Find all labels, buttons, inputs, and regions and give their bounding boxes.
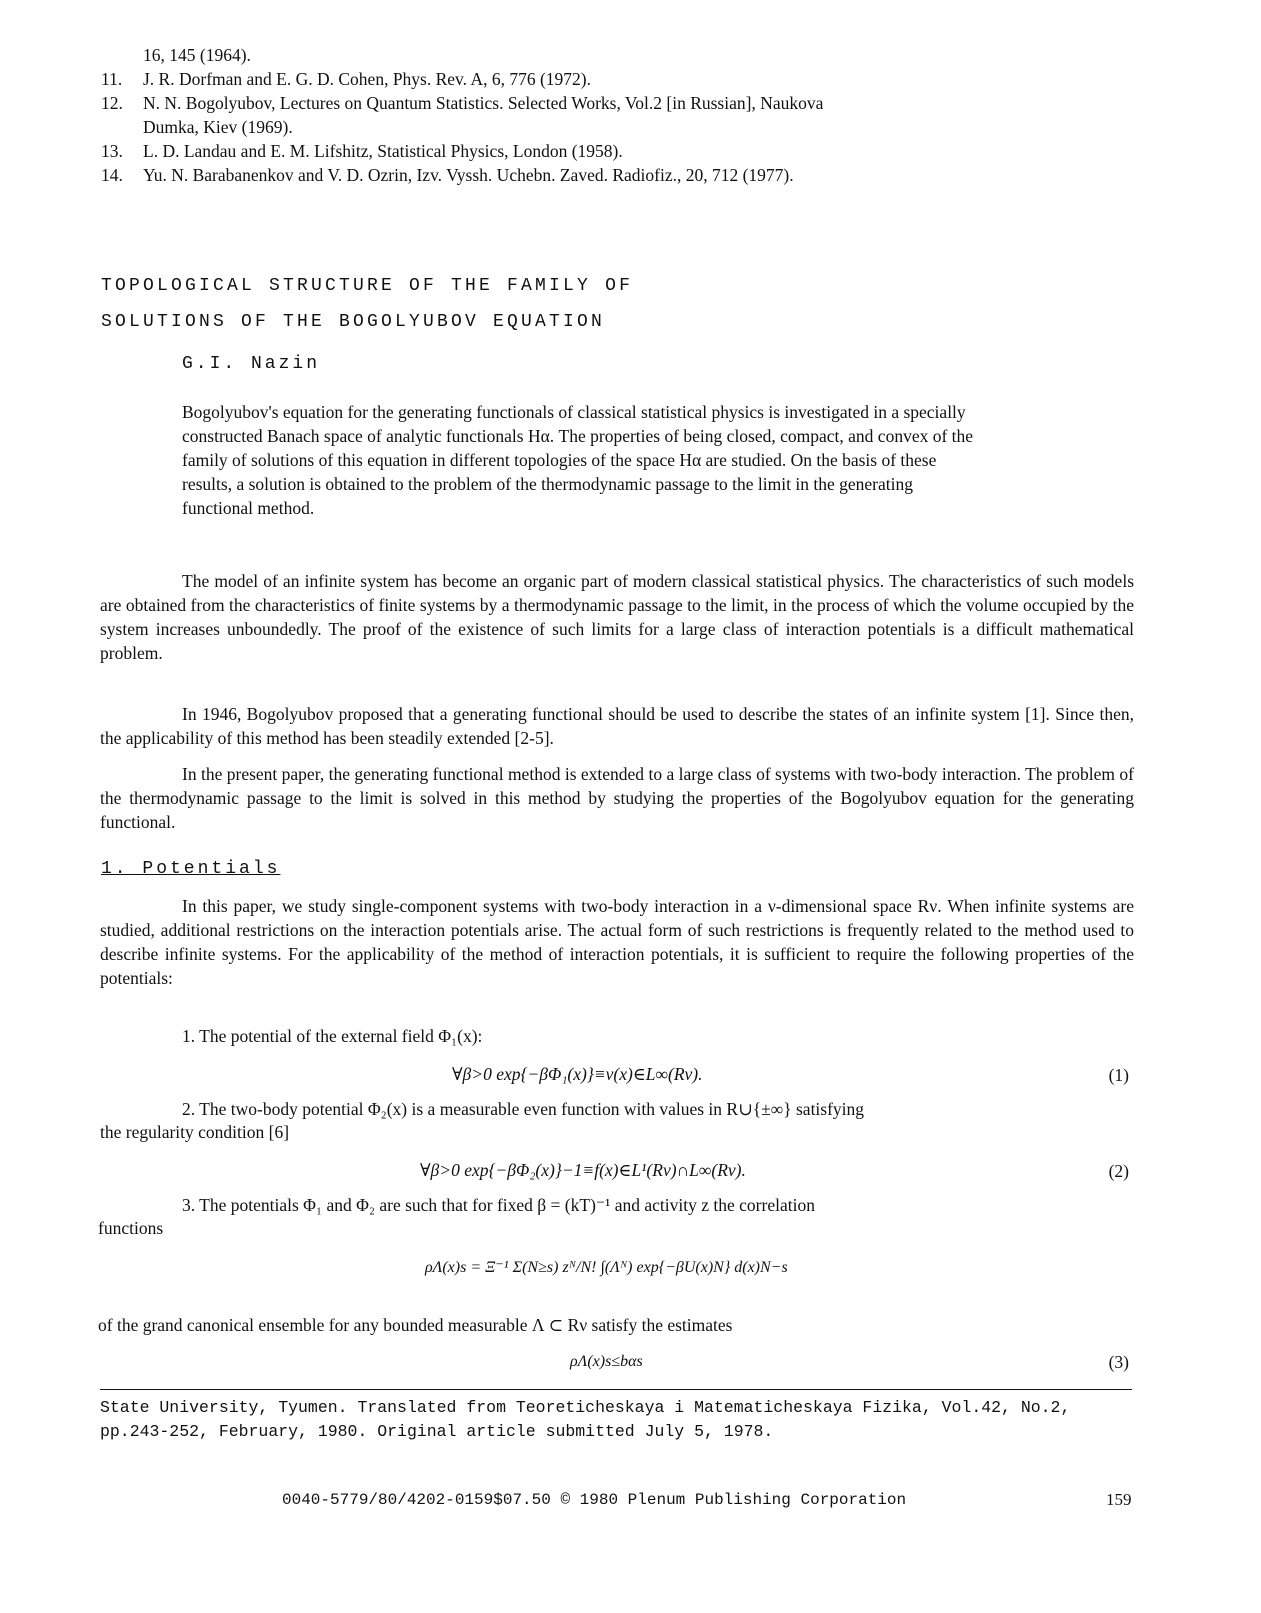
body-paragraph: The model of an infinite system has become an organic part of modern classical statistical physics. The characteristics of such models are obtained from the characteristics of finite systems by a thermodynamic passage to the limit, in the process of which the volume occupied by the system increases unboundedly. The proof of the existence of such limits for a large class of interaction potentials is a difficult mathematical problem. xyxy=(100,571,1134,663)
article-title-line: TOPOLOGICAL STRUCTURE OF THE FAMILY OF xyxy=(101,276,634,296)
body-paragraph: of the grand canonical ensemble for any bounded measurable Λ ⊂ Rν satisfy the estimates xyxy=(98,1315,733,1335)
reference-number: 14. xyxy=(101,165,123,185)
article-title xyxy=(101,268,1001,340)
equation-correlation-functions: ρΛ(x)s = Ξ⁻¹ Σ(N≥s) zᴺ/N! ∫(Λᴺ) exp{−βU(x)N} d(x)N−s xyxy=(425,1259,788,1276)
footnote-rule xyxy=(100,1389,1132,1390)
reference-text: N. N. Bogolyubov, Lectures on Quantum Statistics. Selected Works, Vol.2 [in Russian], Naukova xyxy=(143,93,824,113)
reference-item xyxy=(101,43,1131,67)
article-title-line: SOLUTIONS OF THE BOGOLYUBOV EQUATION xyxy=(101,312,606,332)
reference-text: Yu. N. Barabanenkov and V. D. Ozrin, Izv. Vyssh. Uchebn. Zaved. Radiofiz., 20, 712 (1977). xyxy=(143,165,794,185)
equation-3: ρΛ(x)s≤bαs xyxy=(570,1353,643,1370)
list-item-1: 1. The potential of the external field Φ₁(x): xyxy=(182,1026,483,1046)
reference-number: 13. xyxy=(101,141,123,161)
equation-number: (1) xyxy=(1108,1065,1129,1085)
reference-item xyxy=(101,139,1131,163)
reference-text: J. R. Dorfman and E. G. D. Cohen, Phys. Rev. A, 6, 776 (1972). xyxy=(143,69,592,89)
reference-text: 16, 145 (1964). xyxy=(143,45,251,65)
reference-item xyxy=(101,67,1131,91)
body-paragraph: In this paper, we study single-component systems with two-body interaction in a ν-dimensional space Rν. When infinite systems are studied, additional restrictions on the interaction potentials arise. The actual form of such restrictions is frequently related to the method used to describe infinite systems. For the applicability of the method of interaction potentials, it is sufficient to require the following properties of the potentials: xyxy=(100,896,1134,988)
list-item-3-continuation: functions xyxy=(98,1218,164,1238)
page-number: 159 xyxy=(1106,1490,1132,1509)
equation-1: ∀β>0 exp{−βΦ₁(x)}≡v(x)∈L∞(Rν). xyxy=(452,1064,703,1084)
copyright-line: 0040-5779/80/4202-0159$07.50 © 1980 Plenum Publishing Corporation xyxy=(282,1491,907,1509)
equation-number: (2) xyxy=(1108,1161,1129,1181)
body-paragraph: In 1946, Bogolyubov proposed that a generating functional should be used to describe the states of an infinite system [1]. Since then, the applicability of this method has been steadily extended [2-5]. xyxy=(100,704,1134,748)
reference-item xyxy=(101,91,1131,115)
list-item-3: 3. The potentials Φ₁ and Φ₂ are such that for fixed β = (kT)⁻¹ and activity z the correlation xyxy=(182,1195,815,1215)
abstract: Bogolyubov's equation for the generating functionals of classical statistical physics is investigated in a specially constructed Banach space of analytic functionals Hα. The properties of being closed, compact, and convex of the family of solutions of this equation in different topologies of the space Hα are studied. On the basis of these results, a solution is obtained to the problem of the thermodynamic passage to the limit in the generating functional method. xyxy=(182,402,974,518)
list-item-2-continuation: the regularity condition [6] xyxy=(100,1122,290,1142)
reference-number: 12. xyxy=(101,93,123,113)
section-heading: 1. Potentials xyxy=(101,859,281,879)
equation-number: (3) xyxy=(1108,1352,1129,1372)
reference-text: Dumka, Kiev (1969). xyxy=(143,117,293,137)
body-paragraph: In the present paper, the generating functional method is extended to a large class of systems with two-body interaction. The problem of the thermodynamic passage to the limit is solved in this method by studying the properties of the Bogolyubov equation for the generating functional. xyxy=(100,764,1134,832)
list-item-2: 2. The two-body potential Φ₂(x) is a measurable even function with values in R∪{±∞} satisfying xyxy=(182,1099,865,1119)
reference-item xyxy=(101,115,1131,139)
equation-2: ∀β>0 exp{−βΦ₂(x)}−1≡f(x)∈L¹(Rν)∩L∞(Rν). xyxy=(420,1160,746,1180)
reference-item xyxy=(101,163,1131,187)
reference-list xyxy=(101,43,1131,187)
reference-text: L. D. Landau and E. M. Lifshitz, Statistical Physics, London (1958). xyxy=(143,141,623,161)
reference-number: 11. xyxy=(101,69,123,89)
footnote: State University, Tyumen. Translated from Teoreticheskaya i Matematicheskaya Fizika, Vol.42, No.2, pp.243-252, February, 1980. Original article submitted July 5, 1978. xyxy=(100,1398,1071,1441)
author-name: G.I. Nazin xyxy=(182,354,321,374)
